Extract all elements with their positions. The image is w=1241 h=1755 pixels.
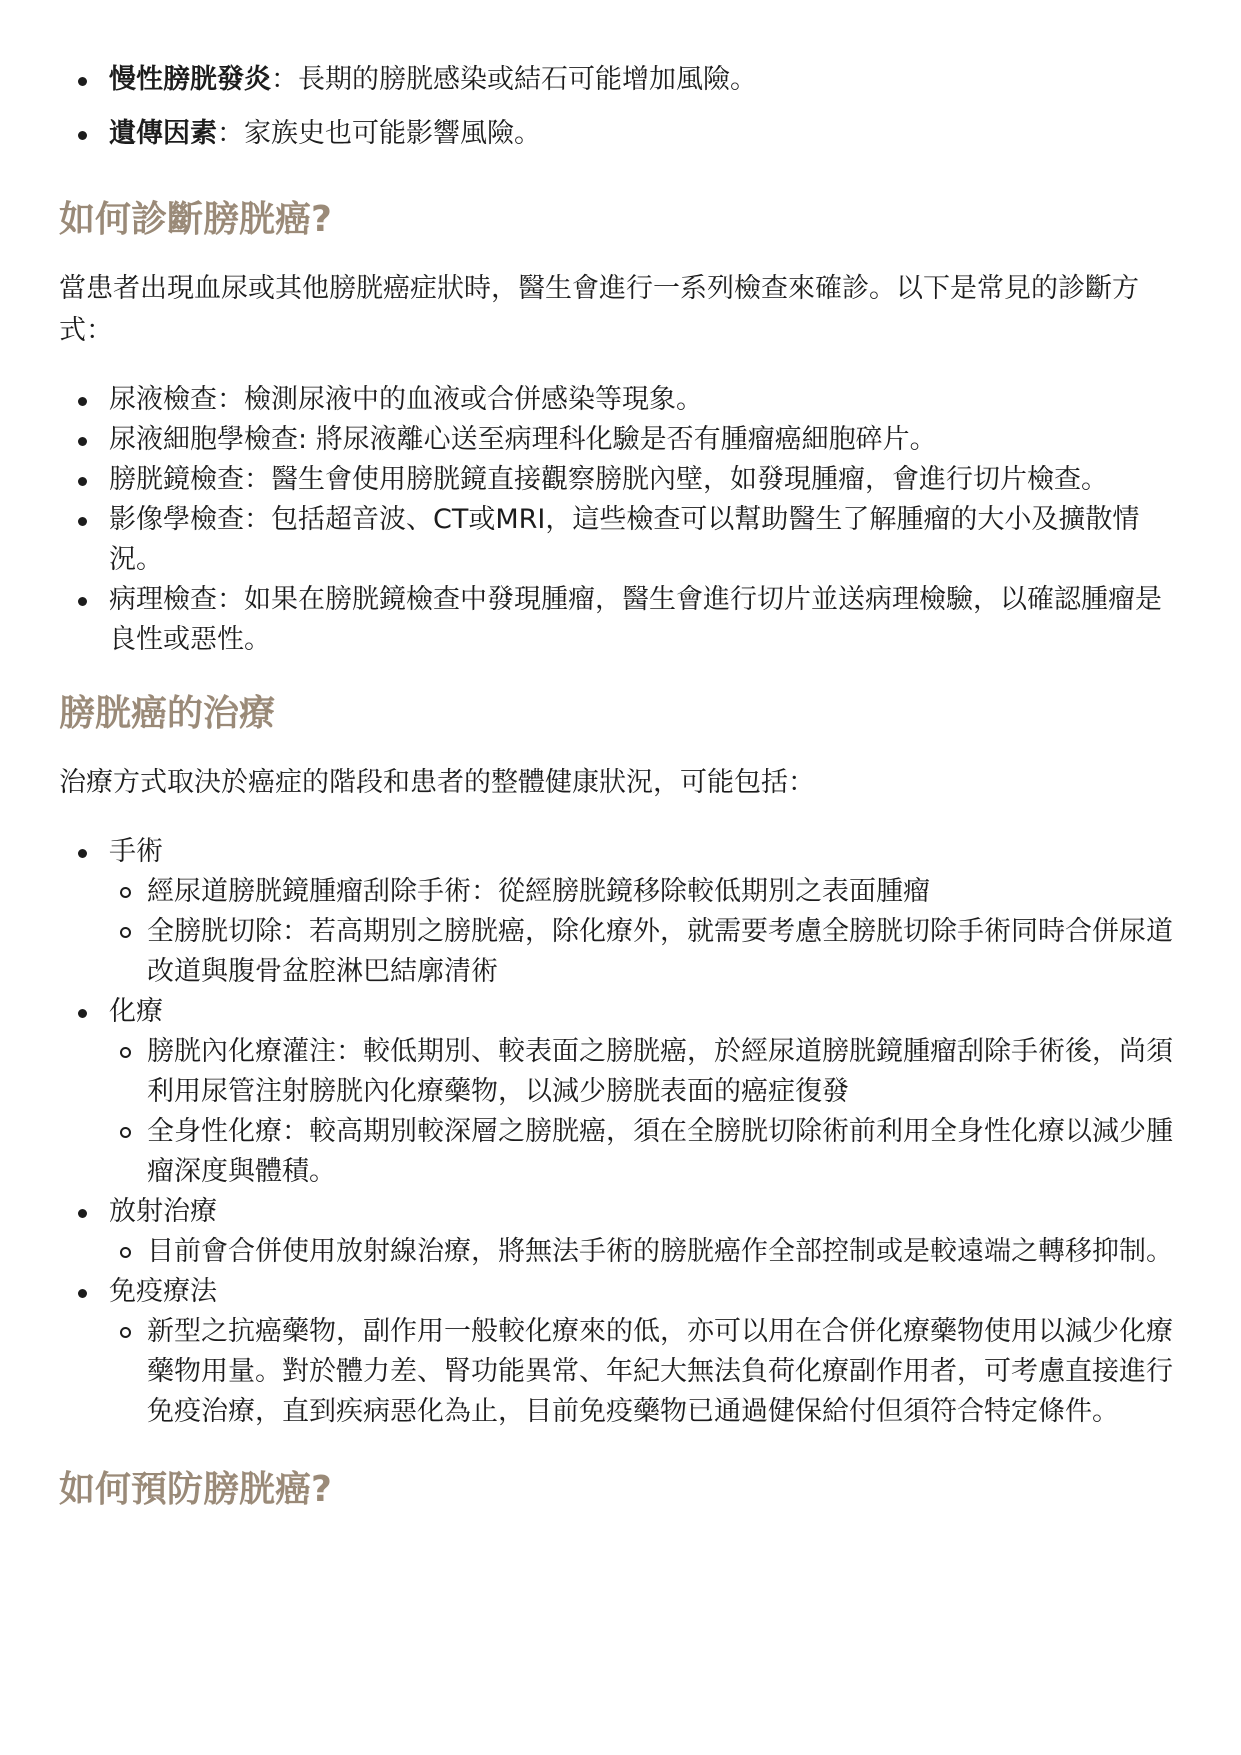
document-content (59, 60, 1181, 1514)
sub-list (109, 1312, 1181, 1432)
list-item (59, 832, 1181, 992)
risk-term: 慢性膀胱發炎 (109, 64, 271, 95)
list-item (59, 1272, 1181, 1432)
diagnosis-intro: 當患者出現血尿或其他膀胱癌症狀時，醫生會進行一系列檢查來確診。以下是常見的診斷方式： (59, 273, 1139, 346)
list-item: 尿液檢查：檢測尿液中的血液或合併感染等現象。 (59, 380, 1181, 420)
treatment-label: 化療 (109, 996, 163, 1027)
sub-list (109, 1232, 1181, 1272)
diagnosis-list (59, 380, 1181, 660)
sub-list (109, 872, 1181, 992)
risk-term: 遺傳因素 (109, 118, 217, 149)
treatment-intro: 治療方式取決於癌症的階段和患者的整體健康狀況，可能包括： (59, 767, 815, 798)
risk-desc: ：長期的膀胱感染或結石可能增加風險。 (271, 64, 757, 95)
treatment-label: 免疫療法 (109, 1276, 217, 1307)
sub-list-item: 全膀胱切除：若高期別之膀胱癌，除化療外，就需要考慮全膀胱切除手術同時合併尿道改道與腹骨盆腔淋巴結廓清術 (109, 912, 1181, 992)
risk-factor-list (59, 60, 1181, 154)
treatment-label: 手術 (109, 836, 163, 867)
treatment-list (59, 832, 1181, 1432)
list-item (59, 1192, 1181, 1272)
sub-list-item: 膀胱內化療灌注：較低期別、較表面之膀胱癌，於經尿道膀胱鏡腫瘤刮除手術後，尚須利用尿管注射膀胱內化療藥物，以減少膀胱表面的癌症復發 (109, 1032, 1181, 1112)
list-item: 膀胱鏡檢查：醫生會使用膀胱鏡直接觀察膀胱內壁，如發現腫瘤，會進行切片檢查。 (59, 460, 1181, 500)
list-item (59, 992, 1181, 1192)
list-item: 尿液細胞學檢查: 將尿液離心送至病理科化驗是否有腫瘤癌細胞碎片。 (59, 420, 1181, 460)
sub-list (109, 1032, 1181, 1192)
list-item (59, 60, 1181, 100)
sub-list-item: 經尿道膀胱鏡腫瘤刮除手術：從經膀胱鏡移除較低期別之表面腫瘤 (109, 872, 1181, 912)
sub-list-item: 全身性化療：較高期別較深層之膀胱癌，須在全膀胱切除術前利用全身性化療以減少腫瘤深度與體積。 (109, 1112, 1181, 1192)
list-item (59, 114, 1181, 154)
prevention-heading: 如何預防膀胱癌? (59, 1469, 332, 1510)
risk-desc: ：家族史也可能影響風險。 (217, 118, 541, 149)
list-item: 影像學檢查：包括超音波、CT或MRI，這些檢查可以幫助醫生了解腫瘤的大小及擴散情況。 (59, 500, 1181, 580)
list-item: 病理檢查：如果在膀胱鏡檢查中發現腫瘤，醫生會進行切片並送病理檢驗，以確認腫瘤是良性或惡性。 (59, 580, 1181, 660)
diagnosis-heading: 如何診斷膀胱癌? (59, 199, 332, 240)
treatment-label: 放射治療 (109, 1196, 217, 1227)
sub-list-item: 目前會合併使用放射線治療，將無法手術的膀胱癌作全部控制或是較遠端之轉移抑制。 (109, 1232, 1181, 1272)
sub-list-item: 新型之抗癌藥物，副作用一般較化療來的低，亦可以用在合併化療藥物使用以減少化療藥物用量。對於體力差、腎功能異常、年紀大無法負荷化療副作用者，可考慮直接進行免疫治療，直到疾病惡化為止，目前免疫藥物已通過健保給付但須符合特定條件。 (109, 1312, 1181, 1432)
treatment-heading: 膀胱癌的治療 (59, 693, 276, 734)
